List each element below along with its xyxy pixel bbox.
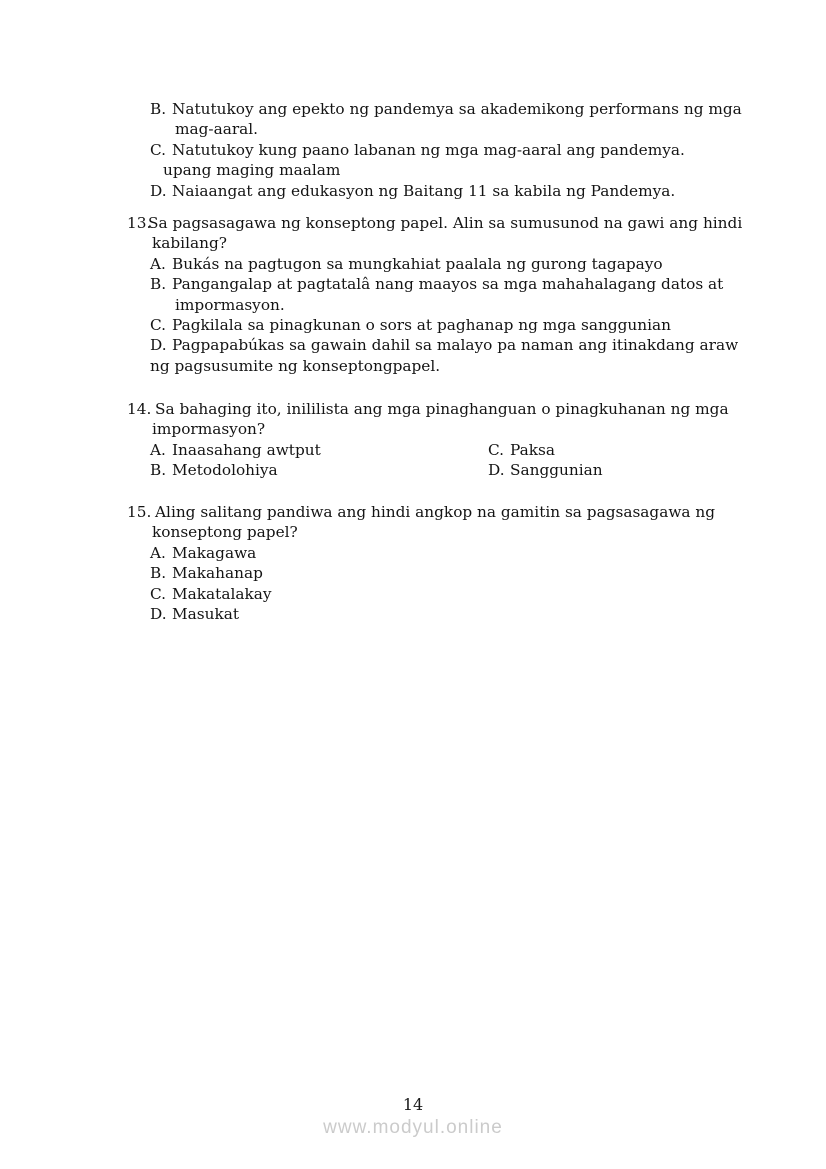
question-15-line1 [127,502,767,522]
question-14-text: Sa bahaging ito, inililista ang mga pinaghanguan o pinagkuhanan ng mga [155,400,729,418]
option-b-text: Natutukoy ang epekto ng pandemya sa akademikong performans ng mga [172,100,742,118]
q14-option-c-text: Paksa [510,440,555,459]
question-13-block [127,213,767,376]
q13-option-c [150,315,767,335]
option-c-label: C. [150,140,167,159]
question-14-block [127,399,767,481]
question-15-block [127,502,767,624]
q13-option-b-text: Pangangalap at pagtatalâ nang maayos sa mga mahahalagang datos at [172,275,724,294]
q15-option-c-text: Makatalakay [172,584,272,603]
option-b-line1 [150,99,767,119]
option-c-text: Natutukoy kung paano labanan ng mga mag-aaral ang pandemya. [172,140,685,159]
q13-option-c-label: C. [150,316,167,335]
q15-option-c [150,584,767,604]
q14-option-a-text: Inaasahang awtput [172,440,321,459]
option-d-label: D. [150,181,167,200]
q13-option-b-line2: impormasyon. [175,295,285,314]
q15-option-b [150,563,767,583]
question-14-line2: impormasyon? [152,420,266,439]
q14-option-b-label: B. [150,461,167,480]
q13-option-d-label: D. [150,336,167,355]
q13-option-d-line2: ng pagsusumite ng konseptongpapel. [150,356,441,375]
carryover-options-block [127,99,767,201]
q14-options-row1 [150,440,767,460]
page-number: 14 [402,1095,424,1114]
q13-option-d-text: Pagpapabúkas sa gawain dahil sa malayo pa naman ang itinakdang araw [172,336,739,355]
q15-option-a-label: A. [150,543,166,562]
q15-option-d-text: Masukat [172,605,240,624]
q13-option-d [150,335,767,355]
q14-options-row2 [150,460,767,480]
question-14-line1 [127,399,767,419]
question-13-text: Sa pagsasagawa ng konseptong papel. Alin sa sumusunod na gawi ang hindi [148,214,743,232]
option-c-line1 [150,140,767,160]
q14-option-d-label: D. [488,461,505,480]
q14-option-d-text: Sanggunian [510,461,603,480]
q14-option-c [488,440,555,460]
q15-option-d-label: D. [150,605,167,624]
option-b-label: B. [150,100,167,118]
q15-option-d [150,604,767,624]
question-15-line2: konseptong papel? [152,523,298,542]
q14-option-b [150,461,278,479]
q15-option-b-label: B. [150,564,167,583]
q14-option-a [150,441,321,459]
watermark-text: www.modyul.online [323,1117,503,1138]
q15-option-a-text: Makagawa [172,543,257,562]
q15-option-c-label: C. [150,584,167,603]
option-d-text: Naiaangat ang edukasyon ng Baitang 11 sa kabila ng Pandemya. [172,181,676,200]
q13-option-a-text: Bukás na pagtugon sa mungkahiat paalala ng gurong tagapayo [172,254,663,273]
q15-option-a [150,543,767,563]
question-13-line2: kabilang? [152,234,227,253]
question-15-number: 15. [127,503,152,521]
option-b-line2: mag-aaral. [175,120,259,139]
q14-option-b-text: Metodolohiya [172,461,278,480]
question-13-number: 13. [127,214,152,232]
question-13-line1 [127,213,767,233]
q13-option-c-text: Pagkilala sa pinagkunan o sors at paghanap ng mga sanggunian [172,316,672,335]
q15-option-b-text: Makahanap [172,564,263,583]
q13-option-a-label: A. [150,254,166,273]
q13-option-b-label: B. [150,275,167,294]
q14-option-d [488,460,603,480]
option-d-line1 [150,181,767,201]
q13-option-a [150,254,767,274]
question-14-number: 14. [127,400,152,418]
q13-option-b [150,274,767,294]
q14-option-a-label: A. [150,440,166,459]
q14-option-c-label: C. [488,440,505,459]
option-c-line2: upang maging maalam [163,161,341,180]
question-15-text: Aling salitang pandiwa ang hindi angkop na gamitin sa pagsasagawa ng [155,503,716,521]
